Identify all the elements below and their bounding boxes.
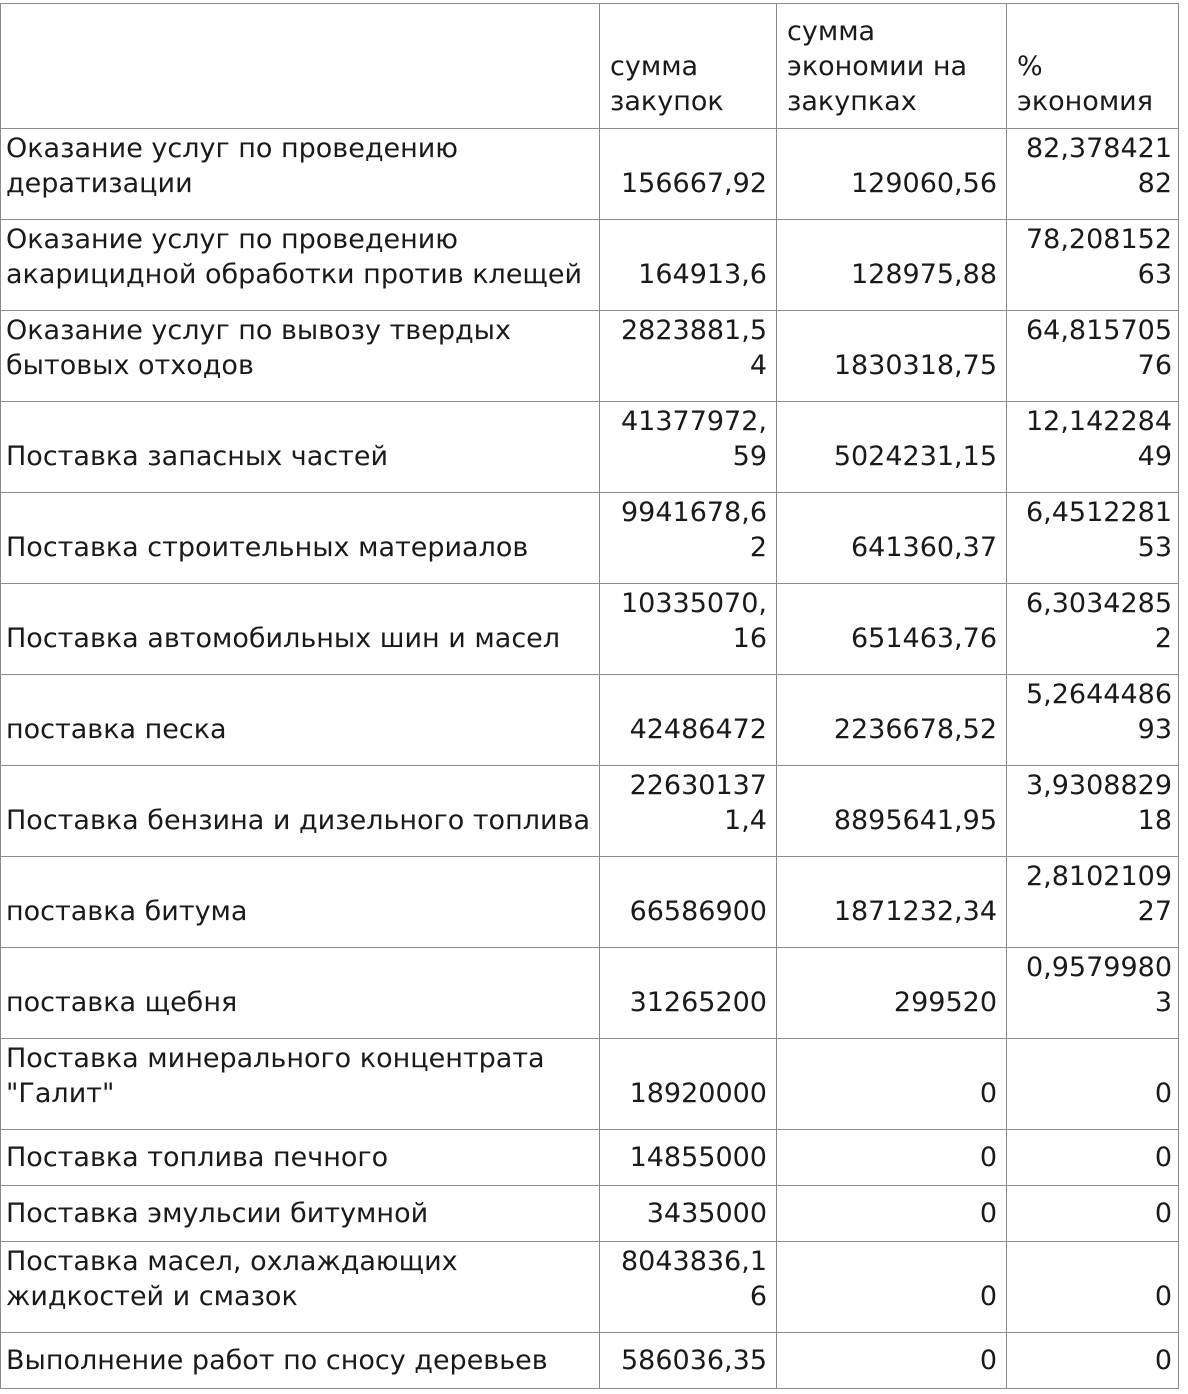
row-savings-sum: 0: [979, 1345, 997, 1376]
row-purchase-sum: 31265200: [629, 987, 767, 1018]
row-purchase-sum: 2823881,54: [620, 315, 767, 381]
row-savings-pct: 2,810210927: [1025, 861, 1172, 927]
table-row: [1, 311, 1179, 402]
row-purchase-sum: 156667,92: [620, 168, 767, 199]
row-name: Оказание услуг по проведению акарицидной обработки против клещей: [1, 220, 600, 311]
row-name: Поставка строительных материалов: [1, 493, 600, 584]
row-purchase-sum: 164913,6: [638, 259, 767, 290]
row-savings-sum: 8895641,95: [833, 805, 997, 836]
table-row: [1, 675, 1179, 766]
row-savings-pct: 6,30342852: [1025, 588, 1172, 654]
row-savings-pct: 3,930882918: [1025, 770, 1172, 836]
table-row: [1, 857, 1179, 948]
header-savings-sum: сумма экономии на закупках: [777, 4, 1007, 129]
header-purchase-sum: сумма закупок: [600, 4, 777, 129]
procurement-savings-table: [0, 3, 1179, 1389]
row-savings-sum: 128975,88: [850, 259, 997, 290]
table-row: [1, 402, 1179, 493]
row-savings-pct: 0: [1154, 1281, 1172, 1312]
savings-table-sheet: [0, 3, 1179, 1389]
header-row: [1, 4, 1179, 129]
table-row: [1, 1039, 1179, 1130]
row-savings-pct: 64,81570576: [1025, 315, 1172, 381]
row-purchase-sum: 9941678,62: [620, 497, 767, 563]
row-name: Поставка бензина и дизельного топлива: [1, 766, 600, 857]
row-purchase-sum: 586036,35: [620, 1345, 767, 1376]
row-purchase-sum: 10335070,16: [620, 588, 767, 654]
row-savings-pct: 0: [1154, 1142, 1172, 1173]
table-row: [1, 584, 1179, 675]
row-purchase-sum: 3435000: [646, 1198, 767, 1229]
row-name: Оказание услуг по проведению дератизации: [1, 129, 600, 220]
header-savings-pct: % экономия: [1007, 4, 1179, 129]
row-savings-sum: 299520: [893, 987, 997, 1018]
header-name-cell: [1, 4, 600, 129]
row-purchase-sum: 14855000: [629, 1142, 767, 1173]
row-savings-pct: 5,264448693: [1025, 679, 1172, 745]
row-name: Поставка масел, охлаждающих жидкостей и смазок: [1, 1242, 600, 1333]
row-purchase-sum: 8043836,16: [620, 1246, 767, 1312]
row-savings-sum: 641360,37: [850, 532, 997, 563]
row-savings-pct: 0,95799803: [1025, 952, 1172, 1018]
row-savings-pct: 0: [1154, 1198, 1172, 1229]
row-savings-pct: 12,14228449: [1025, 406, 1172, 472]
row-savings-sum: 129060,56: [850, 168, 997, 199]
row-name: Поставка запасных частей: [1, 402, 600, 493]
row-savings-sum: 0: [979, 1281, 997, 1312]
row-savings-sum: 0: [979, 1198, 997, 1229]
row-purchase-sum: 66586900: [629, 896, 767, 927]
table-row: [1, 1130, 1179, 1186]
row-savings-sum: 0: [979, 1142, 997, 1173]
row-name: поставка песка: [1, 675, 600, 766]
table-row: [1, 1333, 1179, 1389]
row-name: поставка щебня: [1, 948, 600, 1039]
row-name: Поставка топлива печного: [1, 1130, 600, 1186]
row-purchase-sum: 41377972,59: [620, 406, 767, 472]
table-row: [1, 220, 1179, 311]
row-savings-sum: 2236678,52: [833, 714, 997, 745]
row-purchase-sum: 42486472: [629, 714, 767, 745]
row-savings-pct: 0: [1154, 1078, 1172, 1109]
row-savings-pct: 78,20815263: [1025, 224, 1172, 290]
row-savings-sum: 5024231,15: [833, 441, 997, 472]
row-savings-sum: 651463,76: [850, 623, 997, 654]
table-row: [1, 1242, 1179, 1333]
row-name: поставка битума: [1, 857, 600, 948]
table-row: [1, 766, 1179, 857]
row-purchase-sum: 226301371,4: [629, 770, 767, 836]
row-savings-pct: 6,451228153: [1025, 497, 1172, 563]
row-name: Поставка минерального концентрата "Галит": [1, 1039, 600, 1130]
row-name: Выполнение работ по сносу деревьев: [1, 1333, 600, 1389]
table-row: [1, 948, 1179, 1039]
table-row: [1, 493, 1179, 584]
row-purchase-sum: 18920000: [629, 1078, 767, 1109]
row-savings-sum: 1871232,34: [833, 896, 997, 927]
row-savings-pct: 82,37842182: [1025, 133, 1172, 199]
row-name: Поставка эмульсии битумной: [1, 1186, 600, 1242]
row-savings-sum: 0: [979, 1078, 997, 1109]
row-savings-sum: 1830318,75: [833, 350, 997, 381]
row-name: Поставка автомобильных шин и масел: [1, 584, 600, 675]
table-row: [1, 1186, 1179, 1242]
table-row: [1, 129, 1179, 220]
row-savings-pct: 0: [1154, 1345, 1172, 1376]
row-name: Оказание услуг по вывозу твердых бытовых отходов: [1, 311, 600, 402]
